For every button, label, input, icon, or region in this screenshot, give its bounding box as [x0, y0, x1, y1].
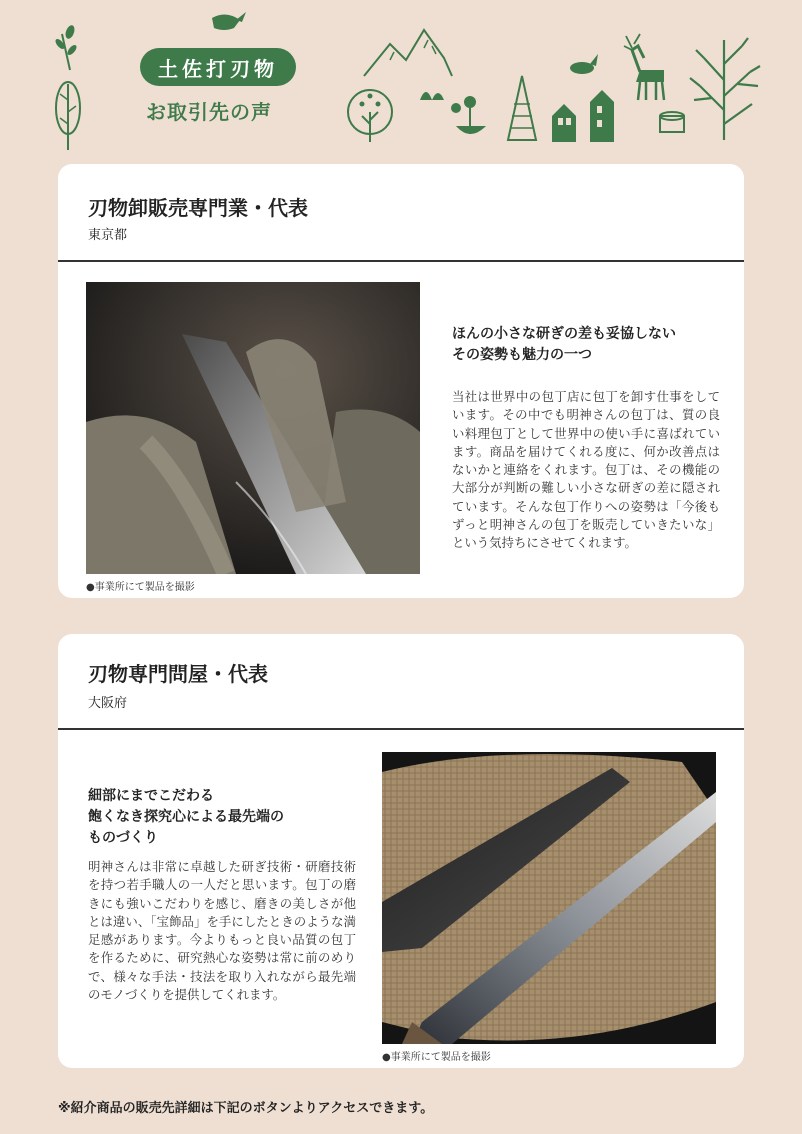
- card-title: 刃物専門問屋・代表: [88, 662, 268, 686]
- flower-plant-icon: [451, 96, 486, 134]
- tall-leaf-tree-icon: [56, 82, 80, 150]
- footer-note: ※紹介商品の販売先詳細は下記のボタンよりアクセスできます。: [58, 1101, 434, 1116]
- testimonial-card-2: [58, 634, 744, 1068]
- photo-caption: ●事業所にて製品を撮影: [382, 1052, 491, 1063]
- headline-line-1: ほんの小さな研ぎの差も妥協しない: [452, 326, 676, 342]
- deer-icon: [624, 34, 664, 100]
- brand-badge: 土佐打刃物: [140, 48, 296, 86]
- forest-illustration: [0, 0, 802, 160]
- shrub-icon: [420, 92, 444, 100]
- stump-icon: [660, 112, 684, 132]
- headline-line-3: ものづくり: [88, 830, 158, 846]
- testimonial-body: 明神さんは非常に卓越した研ぎ技術・研磨技術を持つ若手職人の一人だと思います。包丁の磨きにも強いこだわりを感じ、磨きの美しさが他とは違い、「宝飾品」を手にしたときのような満足感があります。今よりもっと良い品質の包丁を作るために、研究熱心な姿勢は常に前のめりで、様々な手法・技法を取り入れながら最先端のモノづくりを提供してくれます。: [88, 859, 356, 1003]
- testimonial-card-1: [58, 164, 744, 598]
- card-title: 刃物卸販売専門業・代表: [88, 196, 308, 220]
- divider: [58, 728, 744, 730]
- bird-icon: [212, 12, 246, 30]
- testimonial-body: 当社は世界中の包丁店に包丁を卸す仕事をしています。その中でも明神さんの包丁は、質の良い料理包丁として世界中の使い手に喜ばれています。商品を届けてくれる度に、何か改善点はないかと連絡をくれます。包丁は、その機能の大部分が判断の難しい小さな研ぎの差に隠されています。そんな包丁作りへの姿勢は「今後もずっと明神さんの包丁を販売していきたいな」という気持ちにさせてくれます。: [452, 389, 720, 551]
- card-location: 東京都: [88, 228, 128, 243]
- conifer-tree-icon: [508, 76, 536, 140]
- photo-knives-burlap: [382, 752, 716, 1044]
- round-tree-icon: [348, 90, 392, 142]
- headline-line-2: その姿勢も魅力の一つ: [452, 347, 592, 363]
- houses-icon: [552, 90, 614, 142]
- knives-photo-illustration: [382, 752, 716, 1044]
- headline-line-1: 細部にまでこだわる: [88, 788, 214, 804]
- header: [0, 0, 802, 160]
- card-location: 大阪府: [88, 696, 128, 711]
- leaf-sprig-icon: [54, 24, 78, 70]
- photo-knife-gloves: [86, 282, 420, 574]
- branch-tree-icon: [690, 38, 760, 140]
- knife-photo-illustration: [86, 282, 420, 574]
- divider: [58, 260, 744, 262]
- photo-caption: ●事業所にて製品を撮影: [86, 582, 195, 593]
- headline-line-2: 飽くなき探究心による最先端の: [88, 809, 284, 825]
- page-subtitle: お取引先の声: [146, 100, 272, 124]
- rabbit-icon: [570, 54, 598, 74]
- mountains-icon: [364, 30, 452, 76]
